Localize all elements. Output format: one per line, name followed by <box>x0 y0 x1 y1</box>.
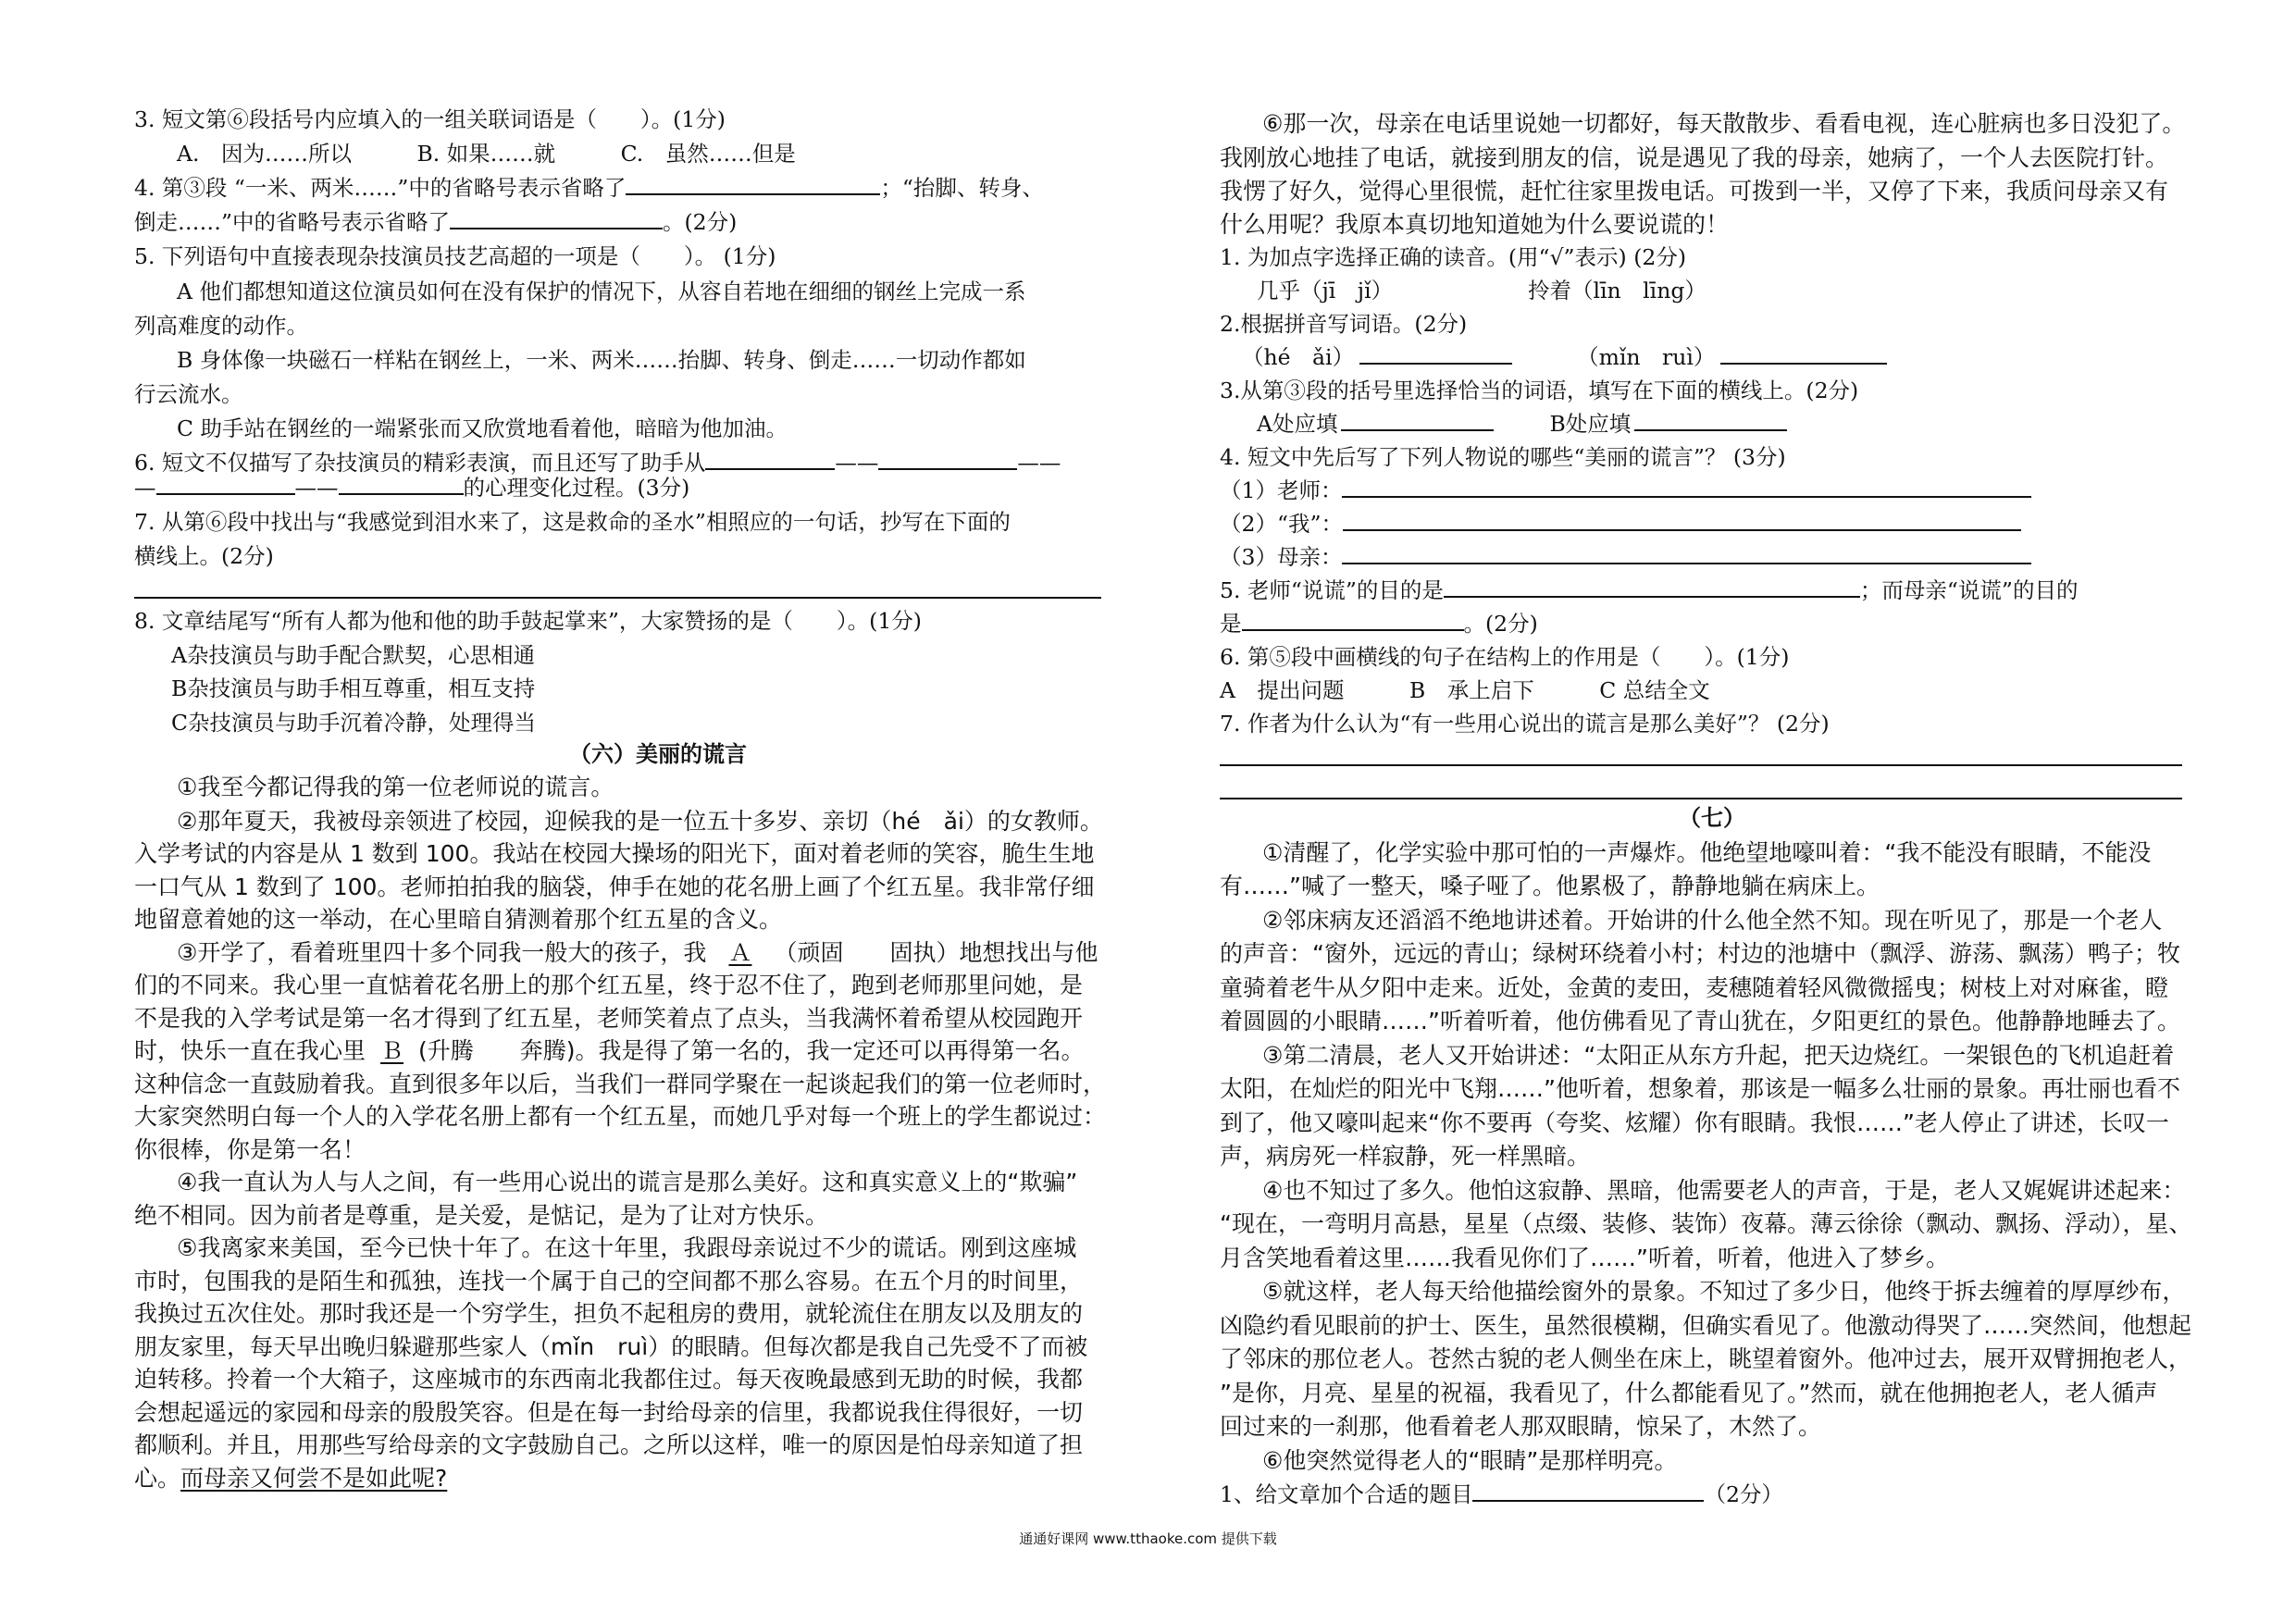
paragraph-s5-line-2: 凶隐约看见眼前的护士、医生，虽然很模糊，但确实看见了。他激动得哭了……突然间，他想起 <box>1220 1312 2192 1339</box>
paragraph-5-text-a: 心。 <box>134 1465 181 1492</box>
question-r7: 7. 作者为什么认为“有一些用心说出的谎言是那么美好”？ (2分) <box>1220 711 1830 737</box>
question-5-option-b-2: 行云流水。 <box>134 381 243 407</box>
paragraph-s3-line-2: 太阳，在灿烂的阳光中飞翔……”他听着，想象着，那该是一幅多么壮丽的景象。再壮丽也看不 <box>1220 1075 2180 1102</box>
answer-blank[interactable] <box>1343 511 2021 531</box>
question-4-line-2 <box>134 207 737 237</box>
footer-credit: 通通好课网 www.tthaoke.com 提供下载 <box>1019 1530 1277 1547</box>
question-3: 3. 短文第⑥段括号内应填入的一组关联词语是（ ）。(1分) <box>134 106 726 132</box>
question-r5-line-2 <box>1220 609 1538 638</box>
answer-blank[interactable] <box>1634 411 1787 431</box>
question-7-line-1: 7. 从第⑥段中找出与“我感觉到泪水来了，这是救命的圣水”相照应的一句话，抄写在下面的 <box>134 509 1011 535</box>
question-4-text-d: 。(2分) <box>663 209 738 235</box>
question-r6: 6. 第⑤段中画横线的句子在结构上的作用是（ ）。(1分) <box>1220 644 1790 670</box>
paragraph-s1-line-2: 有……”喊了一整天，嗓子哑了。他累极了，静静地躺在病床上。 <box>1220 873 1880 899</box>
paragraph-3-text-c: 时，快乐一直在我心里 <box>134 1037 366 1064</box>
answer-blank[interactable] <box>1472 1481 1704 1502</box>
question-r3: 3.从第③段的括号里选择恰当的词语，填写在下面的横线上。(2分) <box>1220 378 1859 403</box>
answer-line[interactable] <box>1220 764 2182 766</box>
question-5-option-a-1: A 他们都想知道这位演员如何在没有保护的情况下，从容自若地在细细的钢丝上完成一系 <box>177 279 1026 304</box>
section-7-title: （七） <box>1679 805 1745 831</box>
question-r2-pinyin-a: （hé ǎi） <box>1242 344 1355 370</box>
paragraph-3-text-a: ③开学了，看着班里四十多个同我一般大的孩子，我 <box>177 939 707 966</box>
question-r5-text-b: ；而母亲“说谎”的目的 <box>1859 577 2079 603</box>
answer-line[interactable] <box>1220 798 2182 799</box>
question-r5-text-c: 是 <box>1220 611 1242 637</box>
paragraph-5-line-7: 都顺利。并且，用那些写给母亲的文字鼓励自己。之所以这样，唯一的原因是怕母亲知道了担 <box>134 1431 1084 1458</box>
question-r2-pinyin-b: （mǐn ruì） <box>1577 344 1716 370</box>
paragraph-3-text-b: （顽固 固执）地想找出与他 <box>774 939 1098 966</box>
answer-blank[interactable] <box>1242 611 1464 631</box>
question-5-option-a-2: 列高难度的动作。 <box>134 313 308 339</box>
question-r4-item-2 <box>1220 509 2021 539</box>
question-r6-options: A 提出问题 B 承上启下 C 总结全文 <box>1220 677 1710 703</box>
paragraph-3-line-6: 大家突然明白每一个人的入学花名册上都有一个红五星，而她几乎对每一个班上的学生都说过： <box>134 1103 1107 1130</box>
paragraph-3-line-5: 这种信念一直鼓励着我。直到很多年以后，当我们一群同学聚在一起谈起我们的第一位老师时， <box>134 1071 1107 1097</box>
question-6-text-d: 的心理变化过程。(3分) <box>463 475 690 501</box>
question-8: 8. 文章结尾写“所有人都为他和他的助手鼓起掌来”，大家赞扬的是（ ）。(1分) <box>134 608 922 634</box>
paragraph-5-line-6: 会想起遥远的家园和母亲的殷殷笑容。但是在每一封给母亲的信里，我都说我住得很好，一切 <box>134 1399 1084 1426</box>
question-t1 <box>1220 1480 1783 1509</box>
blank-a: Ａ <box>728 939 752 966</box>
question-8-option-b: B杂技演员与助手相互尊重，相互支持 <box>171 675 536 701</box>
question-r2-line <box>1242 342 1887 372</box>
question-r1-item-a: 几乎（jī jǐ） <box>1257 278 1394 304</box>
paragraph-s2-line-3: 童骑着老牛从夕阳中走来。近处，金黄的麦田，麦穗随着轻风微微摇曳；树枝上对对麻雀，瞪 <box>1220 974 2169 1001</box>
paragraph-2-line-3: 一口气从 1 数到了 100。老师拍拍我的脑袋，伸手在她的花名册上画了个红五星。我非常仔细 <box>134 873 1095 900</box>
paragraph-s2-line-1: ②邻床病友还滔滔不绝地讲述着。开始讲的什么他全然不知。现在听见了，那是一个老人 <box>1262 907 2163 934</box>
question-8-option-c: C杂技演员与助手沉着冷静，处理得当 <box>171 710 536 736</box>
question-7-line-2: 横线上。(2分) <box>134 543 274 569</box>
question-t1-text-a: 1、给文章加个合适的题目 <box>1220 1481 1473 1507</box>
answer-line[interactable] <box>134 597 1101 599</box>
paragraph-5-line-5: 迫转移。拎着一个大箱子，这座城市的东西南北我都住过。每天夜晚最感到无助的时候，我都 <box>134 1366 1084 1393</box>
paragraph-2-line-2: 入学考试的内容是从 1 数到 100。我站在校园大操场的阳光下，面对着老师的笑容，脆生生地 <box>134 840 1095 867</box>
paragraph-5-line-8 <box>134 1464 447 1493</box>
answer-blank[interactable] <box>339 475 464 495</box>
answer-blank[interactable] <box>1342 477 2031 498</box>
paragraph-s5-line-5: 回过来的一刹那，他看着老人那双眼睛，惊呆了，木然了。 <box>1220 1413 1822 1440</box>
question-r5-text-d: 。(2分) <box>1463 611 1538 637</box>
answer-blank[interactable] <box>1359 344 1512 365</box>
question-t1-text-b: （2分） <box>1704 1481 1783 1507</box>
answer-blank[interactable] <box>450 209 663 229</box>
question-r3-a-label: A处应填 <box>1257 411 1338 437</box>
question-8-option-a: A杂技演员与助手配合默契，心思相通 <box>171 642 535 668</box>
question-4-text-b: ；“抬脚、转身、 <box>880 175 1044 201</box>
paragraph-5-line-1: ⑤我离家来美国，至今已快十年了。在这十年里，我跟母亲说过不少的谎话。刚到这座城 <box>177 1234 1077 1261</box>
paragraph-6-line-1: ⑥那一次，母亲在电话里说她一切都好，每天散散步、看看电视，连心脏病也多日没犯了。 <box>1262 110 2186 137</box>
paragraph-s3-line-1: ③第二清晨，老人又开始讲述：“太阳正从东方升起，把天边烧红。一架银色的飞机追赶着 <box>1262 1042 2175 1069</box>
paragraph-s3-line-3: 到了，他又嚎叫起来“你不要再（夸奖、炫耀）你有眼睛。我恨……”老人停止了讲述，长叹一 <box>1220 1109 2169 1136</box>
question-r3-b-label: B处应填 <box>1549 411 1632 437</box>
paragraph-s6-line-1: ⑥他突然觉得老人的“眼睛”是那样明亮。 <box>1262 1447 1678 1474</box>
paragraph-s3-line-4: 声，病房死一样寂静，死一样黑暗。 <box>1220 1143 1591 1170</box>
question-r5-line-1 <box>1220 576 2078 605</box>
question-4-line-1 <box>134 173 1044 203</box>
answer-blank[interactable] <box>878 450 1017 470</box>
paragraph-3-line-4 <box>134 1036 1085 1066</box>
question-r1: 1. 为加点字选择正确的读音。(用“√”表示) (2分) <box>1220 244 1686 270</box>
paragraph-5-line-3: 我换过五次住处。那时我还是一个穷学生，担负不起租房的费用，就轮流住在朋友以及朋友的 <box>134 1300 1084 1327</box>
paragraph-4-line-2: 绝不相同。因为前者是尊重，是关爱，是惦记，是为了让对方快乐。 <box>134 1202 829 1229</box>
paragraph-2-line-1: ②那年夏天，我被母亲领进了校园，迎候我的是一位五十多岁、亲切（hé ǎi）的女教师。 <box>177 808 1103 835</box>
paragraph-s1-line-1: ①清醒了，化学实验中那可怕的一声爆炸。他绝望地嚎叫着：“我不能没有眼睛，不能没 <box>1262 839 2152 866</box>
paragraph-s4-line-2: “现在，一弯明月高悬，星星（点缀、装修、装饰）夜幕。薄云徐徐（飘动、飘扬、浮动），星、 <box>1220 1210 2192 1237</box>
paragraph-6-line-2: 我刚放心地挂了电话，就接到朋友的信，说是遇见了我的母亲，她病了，一个人去医院打针。 <box>1220 144 2169 171</box>
question-r4-label-3: （3）母亲： <box>1220 544 1343 570</box>
paragraph-5-line-2: 市时，包围我的是陌生和孤独，连找一个属于自己的空间都不那么容易。在五个月的时间里， <box>134 1268 1084 1295</box>
paragraph-3-text-d: (升腾 奔腾)。我是得了第一名的，我一定还可以再得第一名。 <box>418 1037 1085 1064</box>
answer-blank[interactable] <box>156 475 295 495</box>
question-r4: 4. 短文中先后写了下列人物说的哪些“美丽的谎言”？ (3分) <box>1220 444 1786 470</box>
left-column <box>134 0 1107 1555</box>
paragraph-3-line-7: 你很棒，你是第一名！ <box>134 1136 366 1163</box>
right-column <box>1220 0 2192 1555</box>
paragraph-s4-line-3: 月含笑地看着这里……我看见你们了……”听着，听着，他进入了梦乡。 <box>1220 1245 1949 1271</box>
question-3-options: A. 因为……所以 B. 如果……就 C. 虽然……但是 <box>177 141 796 167</box>
answer-blank[interactable] <box>1720 344 1887 365</box>
paragraph-5-line-4: 朋友家里，每天早出晚归躲避那些家人（mǐn ruì）的眼睛。但每次都是我自己先受不了而被 <box>134 1333 1088 1360</box>
paragraph-s5-line-4: ”是你，月亮、星星的祝福，我看见了，什么都能看见了。”然而，就在他拥抱老人，老人循声 <box>1220 1380 2158 1406</box>
paragraph-s4-line-1: ④也不知过了多久。他怕这寂静、黑暗，他需要老人的声音，于是，老人又娓娓讲述起来： <box>1262 1177 2186 1204</box>
question-6-text-a: 6. 短文不仅描写了杂技演员的精彩表演，而且还写了助手从 <box>134 450 706 476</box>
answer-blank[interactable] <box>705 450 835 470</box>
question-r4-item-1 <box>1220 476 2031 505</box>
question-r4-label-2: （2）“我”： <box>1220 511 1343 537</box>
paragraph-s2-line-4: 着圆圆的小眼睛……”听着听着，他仿佛看见了青山犹在，夕阳更红的景色。他静静地睡去了。 <box>1220 1008 2180 1035</box>
section-6-title: （六）美丽的谎言 <box>569 741 747 767</box>
paragraph-4-line-1: ④我一直认为人与人之间，有一些用心说出的谎言是那么美好。这和真实意义上的“欺骗” <box>177 1169 1078 1196</box>
paragraph-3-line-3: 不是我的入学考试是第一名才得到了红五星，老师笑着点了点头，当我满怀着希望从校园跑开 <box>134 1005 1084 1032</box>
question-r4-item-3 <box>1220 542 2031 572</box>
paragraph-6-line-4: 什么用呢？我原本真切地知道她为什么要说谎的！ <box>1220 211 1730 238</box>
question-r1-item-b: 拎着（līn līng） <box>1528 278 1706 304</box>
paragraph-s5-line-1: ⑤就这样，老人每天给他描绘窗外的景象。不知过了多少日，他终于拆去缠着的厚厚纱布， <box>1262 1278 2186 1305</box>
question-r4-label-1: （1）老师： <box>1220 477 1343 503</box>
question-6-line-1: 6. 短文不仅描写了杂技演员的精彩表演，而且还写了助手从 —— —— <box>134 450 1061 476</box>
paragraph-s5-line-3: 了邻床的那位老人。苍然古貌的老人侧坐在床上，眺望着窗外。他冲过去，展开双臂拥抱老人， <box>1220 1345 2192 1372</box>
answer-blank[interactable] <box>626 175 880 195</box>
blank-b: Ｂ <box>380 1037 404 1064</box>
paragraph-3-line-2: 们的不同来。我心里一直惦着花名册上的那个红五星，终于忍不住了，跑到老师那里问她，是 <box>134 972 1084 998</box>
underlined-sentence: 而母亲又何尝不是如此呢? <box>180 1465 448 1492</box>
answer-blank[interactable] <box>1444 577 1860 598</box>
question-r2: 2.根据拼音写词语。(2分) <box>1220 311 1468 337</box>
paragraph-s2-line-2: 的声音：“窗外，远远的青山；绿树环绕着小村；村边的池塘中（飘浮、游荡、飘荡）鸭子；牧 <box>1220 940 2180 967</box>
question-5: 5. 下列语句中直接表现杂技演员技艺高超的一项是（ ）。 (1分) <box>134 243 776 269</box>
question-4-text-c: 倒走……”中的省略号表示省略了 <box>134 209 451 235</box>
paragraph-3-line-1 <box>177 938 1098 968</box>
paragraph-1: ①我至今都记得我的第一位老师说的谎言。 <box>177 774 614 800</box>
question-5-option-b-1: B 身体像一块磁石一样粘在钢丝上，一米、两米……抬脚、转身、倒走……一切动作都如 <box>177 347 1026 373</box>
answer-blank[interactable] <box>1341 411 1494 431</box>
paragraph-2-line-4: 地留意着她的这一举动，在心里暗自猜测着那个红五星的含义。 <box>134 906 783 933</box>
question-4-text-a: 4. 第③段 “一米、两米……”中的省略号表示省略了 <box>134 175 627 201</box>
question-6-line-2: — —— 的心理变化过程。(3分) <box>134 475 690 501</box>
question-r3-line <box>1257 409 1787 439</box>
paragraph-6-line-3: 我愣了好久，觉得心里很慌，赶忙往家里拨电话。可拨到一半，又停了下来，我质问母亲又有 <box>1220 178 2169 204</box>
question-5-option-c: C 助手站在钢丝的一端紧张而又欣赏地看着他，暗暗为他加油。 <box>177 415 788 441</box>
question-r5-text-a: 5. 老师“说谎”的目的是 <box>1220 577 1444 603</box>
answer-blank[interactable] <box>1342 544 2031 564</box>
